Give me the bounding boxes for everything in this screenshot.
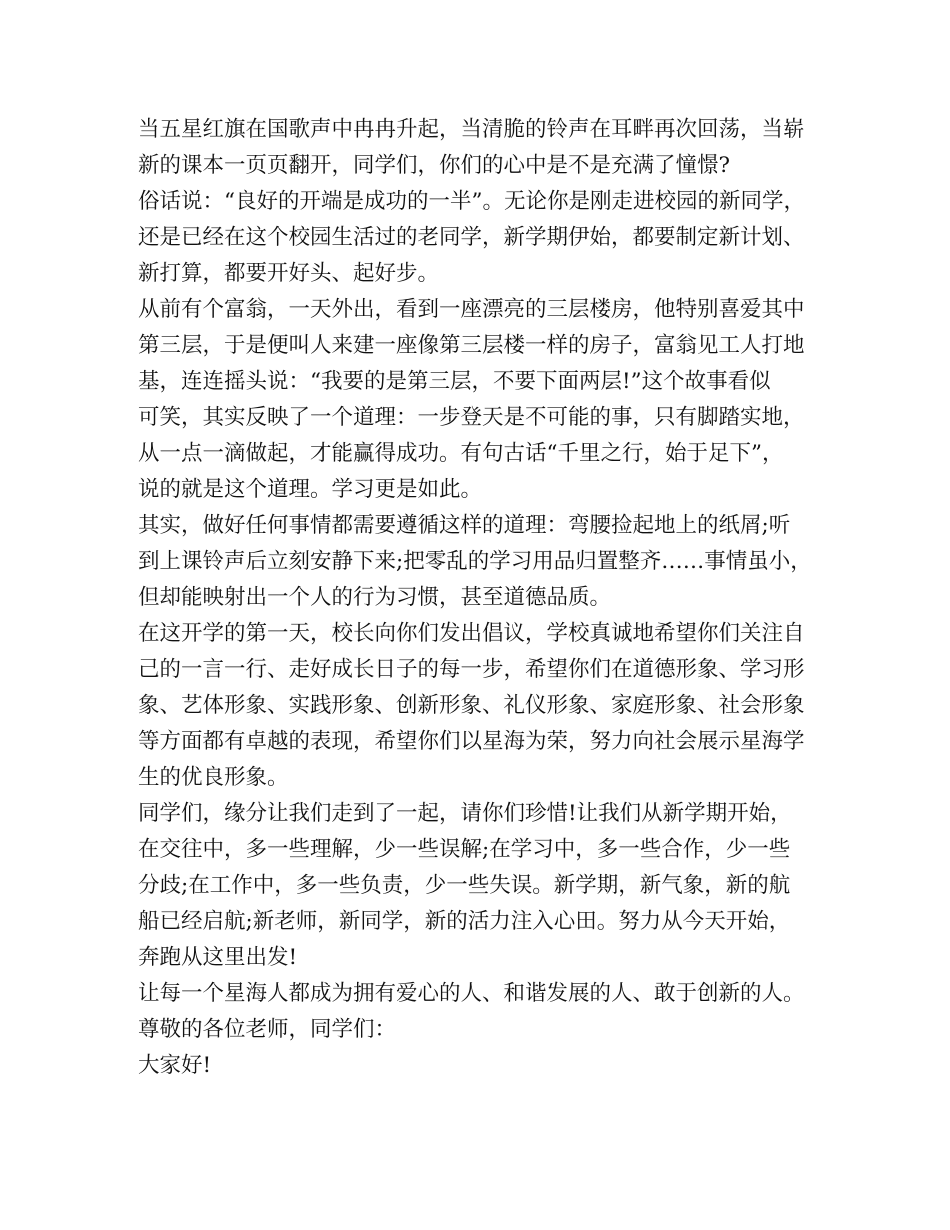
text-line: 还是已经在这个校园生活过的老同学，新学期伊始，都要制定新计划、 <box>138 225 805 250</box>
text-line: 从一点一滴做起，才能赢得成功。有句古话“千里之行，始于足下”， <box>138 441 784 466</box>
text-line: 俗话说：“良好的开端是成功的一半”。无论你是刚走进校园的新同学， <box>138 189 805 214</box>
text-line: 分歧;在工作中，多一些负责，少一些失误。新学期，新气象，新的航 <box>138 873 791 898</box>
text-line: 在交往中，多一些理解，少一些误解;在学习中，多一些合作，少一些 <box>138 837 791 862</box>
text-line: 同学们，缘分让我们走到了一起，请你们珍惜!让我们从新学期开始， <box>138 801 792 826</box>
text-line: 基，连连摇头说：“我要的是第三层，不要下面两层!”这个故事看似 <box>138 369 771 394</box>
text-line: 到上课铃声后立刻安静下来;把零乱的学习用品归置整齐……事情虽小， <box>138 549 812 574</box>
text-line: 大家好! <box>138 1053 212 1078</box>
text-line: 但却能映射出一个人的行为习惯，甚至道德品质。 <box>138 585 612 610</box>
text-line: 尊敬的各位老师，同学们： <box>138 1017 397 1042</box>
text-line: 让每一个星海人都成为拥有爱心的人、和谐发展的人、敢于创新的人。 <box>138 981 805 1006</box>
text-line: 新打算，都要开好头、起好步。 <box>138 261 440 286</box>
document-body <box>138 112 828 1084</box>
text-line: 从前有个富翁，一天外出，看到一座漂亮的三层楼房，他特别喜爱其中 <box>138 297 805 322</box>
text-line: 船已经启航;新老师，新同学，新的活力注入心田。努力从今天开始， <box>138 909 791 934</box>
text-line: 第三层，于是便叫人来建一座像第三层楼一样的房子，富翁见工人打地 <box>138 333 805 358</box>
text-line: 生的优良形象。 <box>138 765 289 790</box>
text-line: 可笑，其实反映了一个道理：一步登天是不可能的事，只有脚踏实地， <box>138 405 805 430</box>
text-line: 新的课本一页页翻开，同学们，你们的心中是不是充满了憧憬? <box>138 153 731 178</box>
text-line: 其实，做好任何事情都需要遵循这样的道理：弯腰捡起地上的纸屑;听 <box>138 513 791 538</box>
text-line: 象、艺体形象、实践形象、创新形象、礼仪形象、家庭形象、社会形象 <box>138 693 805 718</box>
text-line: 说的就是这个道理。学习更是如此。 <box>138 477 483 502</box>
text-line: 在这开学的第一天，校长向你们发出倡议，学校真诚地希望你们关注自 <box>138 621 805 646</box>
text-line: 等方面都有卓越的表现，希望你们以星海为荣，努力向社会展示星海学 <box>138 729 805 754</box>
text-line: 当五星红旗在国歌声中冉冉升起，当清脆的铃声在耳畔再次回荡，当崭 <box>138 117 805 142</box>
text-line: 己的一言一行、走好成长日子的每一步，希望你们在道德形象、学习形 <box>138 657 805 682</box>
text-line: 奔跑从这里出发! <box>138 945 298 970</box>
